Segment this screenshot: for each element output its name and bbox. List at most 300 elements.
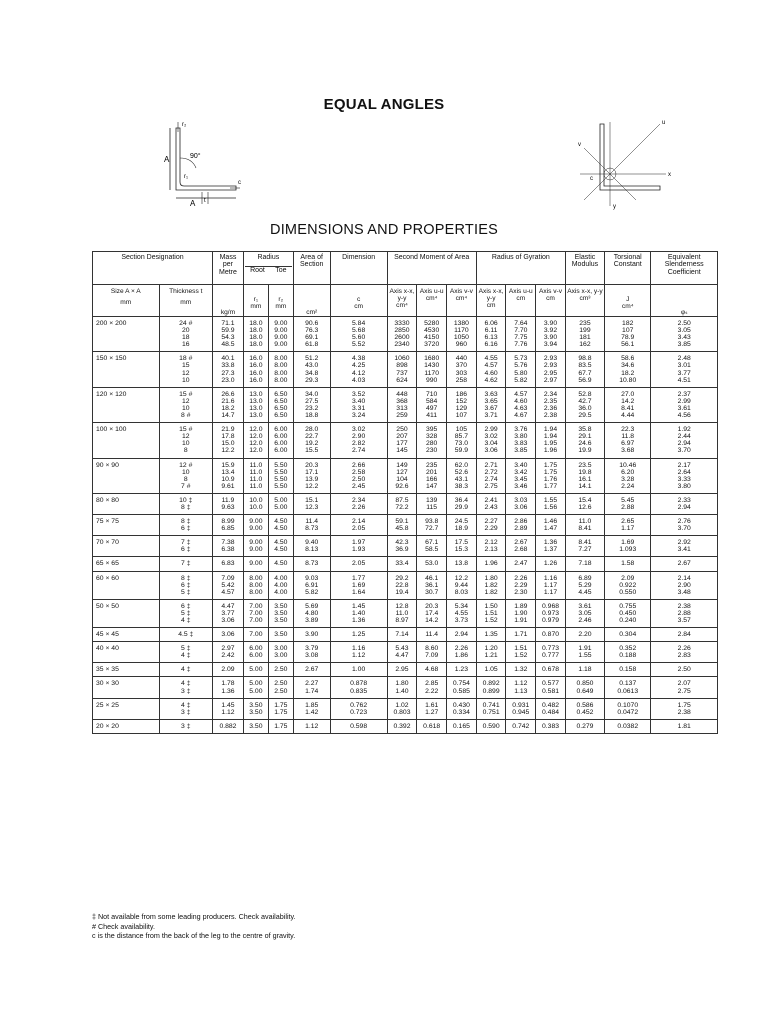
diagram-t-label: t <box>204 198 206 204</box>
table-cell: 73.0 <box>454 440 468 448</box>
cell-stack <box>387 698 417 719</box>
table-cell: 1170 <box>454 327 469 335</box>
table-cell: 7.27 <box>578 546 592 554</box>
table-cell: 10.9 <box>221 475 235 483</box>
table-cell: 15 # <box>179 426 193 434</box>
cell-stack <box>330 458 387 493</box>
table-cell: 9.03 <box>305 574 319 582</box>
table-cell: 2.33 <box>677 496 691 504</box>
table-cell: 15.4 <box>578 496 592 504</box>
table-cell: 90.6 <box>305 320 319 327</box>
cell-stack <box>159 536 212 557</box>
cell-stack <box>447 698 477 719</box>
table-cell: 5.82 <box>305 588 319 596</box>
cell-stack <box>243 642 268 663</box>
cell-stack <box>447 719 477 733</box>
table-cell: 4.50 <box>274 560 288 568</box>
diagram-y-label: r₂ <box>182 122 187 128</box>
table-cell: 6 ‡ <box>181 525 191 533</box>
cell-stack <box>506 515 536 536</box>
table-cell: 10.0 <box>249 496 263 504</box>
table-cell: 2.72 <box>484 468 498 476</box>
table-cell: 105 <box>455 426 468 434</box>
table-cell: 5 ‡ <box>181 609 191 617</box>
table-cell: 72.2 <box>395 503 409 511</box>
table-cell: 0.598 <box>350 722 368 730</box>
table-cell: 15 <box>181 362 190 370</box>
cell-stack <box>159 557 212 571</box>
table-cell: 59.1 <box>395 518 409 526</box>
table-cell: 1.36 <box>543 539 558 547</box>
table-cell: 6.20 <box>621 468 635 476</box>
cell-stack <box>536 698 566 719</box>
table-cell: 42.3 <box>395 539 409 547</box>
table-cell: 2.38 <box>677 602 691 610</box>
cell-stack <box>476 599 506 627</box>
cell-stack <box>293 698 330 719</box>
table-cell: 12.0 <box>249 433 263 441</box>
table-cell: 259 <box>396 412 408 420</box>
header-root: Root <box>250 267 265 275</box>
cell-size: 40 × 40 <box>93 642 160 663</box>
cell-stack <box>417 642 447 663</box>
table-cell: 43.1 <box>454 475 468 483</box>
cell-stack <box>605 642 651 663</box>
table-cell: 3.00 <box>274 645 288 653</box>
table-cell: 0.773 <box>542 645 560 653</box>
table-cell: 58.5 <box>425 546 439 554</box>
table-cell: 4530 <box>424 327 440 335</box>
table-cell: 2.38 <box>543 412 558 420</box>
cell-stack <box>243 423 268 458</box>
table-cell: 2.90 <box>677 581 691 589</box>
cell-stack <box>605 387 651 422</box>
cell-stack <box>506 352 536 387</box>
cell-stack <box>243 599 268 627</box>
table-cell: 139 <box>426 496 438 504</box>
table-cell: 56.1 <box>621 341 635 349</box>
table-cell: 0.334 <box>452 708 470 716</box>
cell-stack <box>476 536 506 557</box>
table-cell: 2.30 <box>514 588 528 596</box>
cell-stack <box>536 599 566 627</box>
cell-stack <box>447 423 477 458</box>
table-cell: 1.80 <box>484 574 498 582</box>
table-cell: 5 ‡ <box>181 645 191 653</box>
table-cell: 368 <box>396 397 408 405</box>
cell-stack <box>213 493 244 514</box>
table-cell: 5.82 <box>514 376 528 384</box>
header-thickness-unit: mm <box>180 299 192 306</box>
table-cell: 26.6 <box>221 390 235 398</box>
table-cell: 3.28 <box>621 475 635 483</box>
cell-stack <box>447 599 477 627</box>
table-cell: 3.61 <box>677 404 691 412</box>
cell-stack <box>268 719 293 733</box>
table-cell: 2.26 <box>454 645 468 653</box>
table-cell: 2.27 <box>305 680 319 688</box>
table-cell: 6.00 <box>274 433 288 441</box>
header-second-moment: Second Moment of Area <box>387 252 476 285</box>
table-cell: 8.41 <box>621 404 635 412</box>
table-cell: 20.3 <box>425 602 439 610</box>
table-cell: 4.57 <box>484 362 498 370</box>
table-cell: 2.68 <box>514 546 528 554</box>
cell-stack <box>476 317 506 352</box>
footnotes <box>92 912 712 941</box>
cell-stack <box>506 642 536 663</box>
header-torsional: Torsional Constant <box>605 252 651 285</box>
table-cell: 7.00 <box>249 631 263 639</box>
angle-axes-diagram <box>570 114 680 210</box>
table-cell: 8.13 <box>305 546 319 554</box>
table-cell: 18.0 <box>249 327 263 335</box>
table-cell: 6.91 <box>305 581 319 589</box>
table-cell: 72.7 <box>425 525 439 533</box>
table-cell: 4.60 <box>514 397 528 405</box>
table-cell: 3.85 <box>677 341 691 349</box>
cell-stack <box>330 352 387 387</box>
cell-stack <box>213 458 244 493</box>
table-cell: 8.73 <box>305 525 319 533</box>
angle-section-diagram <box>140 118 250 208</box>
table-cell: 1.50 <box>484 602 498 610</box>
table-cell: 6.00 <box>249 652 263 660</box>
table-cell: 13.0 <box>249 390 263 398</box>
header-r1 <box>243 285 268 317</box>
table-cell: 3.67 <box>484 404 498 412</box>
cell-stack <box>651 677 718 698</box>
table-cell: 6 ‡ <box>181 546 191 554</box>
table-cell: 1.02 <box>395 701 409 709</box>
table-cell: 10 <box>181 468 190 476</box>
cell-stack <box>387 536 417 557</box>
table-cell: 3.50 <box>274 609 288 617</box>
cell-stack <box>243 557 268 571</box>
table-cell: 4.47 <box>221 602 235 610</box>
table-cell: 18.0 <box>249 334 263 342</box>
cell-stack <box>243 515 268 536</box>
cell-stack <box>268 352 293 387</box>
cell-stack <box>268 536 293 557</box>
cell-stack <box>605 557 651 571</box>
diagram-c-label: c <box>238 180 241 186</box>
table-cell: 1380 <box>453 320 469 327</box>
table-cell: 6.00 <box>274 440 288 448</box>
header-gyr-vv-unit: cm <box>546 295 555 302</box>
header-mass: Mass per Metre <box>213 252 244 285</box>
cell-stack <box>651 628 718 642</box>
properties-table-body <box>93 317 718 734</box>
table-cell: 2.46 <box>578 617 592 624</box>
cell-stack <box>213 663 244 677</box>
cell-stack <box>243 317 268 352</box>
table-cell: 5.69 <box>305 602 319 610</box>
table-cell: 0.1070 <box>617 701 639 709</box>
cell-stack <box>651 642 718 663</box>
table-cell: 29.1 <box>578 433 592 441</box>
cell-stack <box>268 698 293 719</box>
table-cell: 1.51 <box>514 645 528 653</box>
cell-stack <box>268 571 293 599</box>
footnote-availability: ‡ Not available from some leading producers. Check availability. <box>92 912 296 921</box>
table-cell: 0.850 <box>576 680 594 688</box>
table-cell: 15.9 <box>221 461 235 469</box>
table-cell: 36.4 <box>454 496 468 504</box>
cell-stack <box>213 698 244 719</box>
table-cell: 11.0 <box>249 468 263 476</box>
table-cell: 3.31 <box>352 404 366 412</box>
cell-stack <box>476 642 506 663</box>
table-cell: 2.50 <box>677 666 691 674</box>
cell-stack <box>330 642 387 663</box>
table-row <box>93 515 718 536</box>
table-cell: 0.165 <box>452 722 470 730</box>
table-cell: 16.0 <box>249 369 263 377</box>
cell-stack <box>651 663 718 677</box>
table-cell: 5.00 <box>249 687 263 695</box>
table-cell: 2.75 <box>677 687 691 695</box>
table-cell: 1.37 <box>543 546 558 554</box>
cell-stack <box>387 557 417 571</box>
table-row <box>93 423 718 458</box>
table-cell: 7.70 <box>514 327 528 335</box>
table-cell: 129 <box>455 404 468 412</box>
table-cell: 7.00 <box>249 602 263 610</box>
table-cell: 27.3 <box>221 369 235 377</box>
table-cell: 1.81 <box>677 722 691 730</box>
table-cell: 17.4 <box>425 609 439 617</box>
diagram-a-label: A <box>164 155 170 164</box>
table-cell: 8.60 <box>425 645 439 653</box>
cell-stack <box>159 663 212 677</box>
cell-stack <box>417 571 447 599</box>
table-cell: 7.75 <box>514 334 528 342</box>
table-cell: 3.90 <box>305 631 319 639</box>
table-cell: 2.12 <box>484 539 498 547</box>
header-c-unit: cm <box>354 303 364 310</box>
cell-stack <box>651 571 718 599</box>
header-gyr-vv-label: Axis v-v <box>538 288 563 295</box>
table-row <box>93 719 718 733</box>
table-cell: 1.51 <box>484 609 498 617</box>
cell-stack <box>565 677 604 698</box>
table-cell: 3.48 <box>677 588 691 596</box>
cell-stack <box>447 677 477 698</box>
table-cell: 0.585 <box>452 687 470 695</box>
table-cell: 1.32 <box>514 666 528 674</box>
table-cell: 16.0 <box>249 362 263 370</box>
diagram-angle-label: 90° <box>190 153 201 160</box>
table-cell: 1.25 <box>352 631 366 639</box>
cell-stack <box>447 571 477 599</box>
table-cell: 10 <box>181 404 190 412</box>
table-cell: 1060 <box>394 355 410 363</box>
cell-stack <box>159 628 212 642</box>
cell-stack <box>565 628 604 642</box>
table-cell: 199 <box>579 327 591 335</box>
table-cell: 4.25 <box>352 362 366 370</box>
table-cell: 2.07 <box>677 680 691 688</box>
cell-stack <box>159 698 212 719</box>
table-cell: 14.1 <box>578 482 592 490</box>
cell-stack <box>536 317 566 352</box>
table-cell: 2.84 <box>677 631 691 639</box>
cell-stack <box>651 698 718 719</box>
cell-size: 20 × 20 <box>93 719 160 733</box>
header-elastic: Elastic Modulus <box>565 252 604 285</box>
table-cell: 5.80 <box>514 369 528 377</box>
cell-stack <box>506 571 536 599</box>
table-cell: 78.9 <box>621 334 635 342</box>
table-row <box>93 536 718 557</box>
cell-stack <box>447 352 477 387</box>
table-cell: 13.4 <box>221 468 235 476</box>
table-cell: 40.1 <box>221 355 235 363</box>
table-cell: 2.26 <box>352 503 366 511</box>
table-cell: 6.00 <box>249 645 263 653</box>
table-cell: 11.0 <box>578 518 592 526</box>
header-gyr-xx-unit: cm <box>486 302 496 309</box>
header-thickness-label: Thickness t <box>169 288 203 295</box>
table-cell: 0.968 <box>542 602 560 610</box>
table-cell: 1.85 <box>305 701 319 709</box>
header-r2-label: r₂ <box>278 296 284 303</box>
table-cell: 29.5 <box>578 412 592 420</box>
cell-stack <box>536 423 566 458</box>
table-cell: 3.70 <box>677 525 691 533</box>
table-cell: 5.50 <box>274 482 288 490</box>
table-cell: 1.74 <box>305 687 319 695</box>
cell-stack <box>387 515 417 536</box>
header-j-label: J <box>626 296 630 303</box>
table-cell: 69.1 <box>305 334 319 342</box>
header-gyr-uu <box>506 285 536 317</box>
header-c-label: c <box>356 296 361 303</box>
table-cell: 24.5 <box>454 518 468 526</box>
header-c <box>330 285 387 317</box>
header-r2-unit: mm <box>275 303 287 310</box>
table-cell: 2.67 <box>514 539 528 547</box>
table-cell: 4.55 <box>484 355 498 363</box>
cell-stack <box>447 536 477 557</box>
cell-stack <box>417 536 447 557</box>
table-cell: 2.05 <box>352 560 366 568</box>
diagram-a2-label: A <box>190 199 196 208</box>
cell-stack <box>243 719 268 733</box>
table-cell: 3.80 <box>677 482 691 490</box>
table-cell: 2.92 <box>677 539 691 547</box>
header-radius-label: Radius <box>257 254 280 261</box>
table-cell: 4.47 <box>395 652 409 660</box>
table-cell: 250 <box>396 426 408 434</box>
table-row <box>93 599 718 627</box>
table-cell: 23.5 <box>578 461 592 469</box>
table-row <box>93 557 718 571</box>
table-cell: 990 <box>426 376 438 384</box>
cell-stack <box>243 352 268 387</box>
cell-size: 60 × 60 <box>93 571 160 599</box>
table-cell: 104 <box>396 475 408 483</box>
table-cell: 7.00 <box>249 617 263 624</box>
table-cell: 4.45 <box>578 588 592 596</box>
table-cell: 2.38 <box>677 708 691 716</box>
table-cell: 1.21 <box>484 652 498 660</box>
cell-stack <box>387 493 417 514</box>
cell-stack <box>417 352 447 387</box>
table-cell: 38.3 <box>454 482 468 490</box>
cell-stack <box>213 352 244 387</box>
table-cell: 6.13 <box>484 334 498 342</box>
table-cell: 2.27 <box>484 518 498 526</box>
cell-stack <box>330 698 387 719</box>
table-cell: 18.9 <box>454 525 468 533</box>
table-cell: 59.9 <box>221 327 235 335</box>
table-cell: 36.1 <box>425 581 439 589</box>
table-cell: 1.69 <box>352 581 366 589</box>
table-cell: 3.68 <box>621 447 635 455</box>
table-cell: 6.50 <box>274 404 288 412</box>
table-cell: 1170 <box>424 369 439 377</box>
cell-stack <box>159 599 212 627</box>
table-cell: 3330 <box>394 320 410 327</box>
table-cell: 8 ‡ <box>181 518 191 526</box>
table-cell: 3.06 <box>484 447 498 455</box>
table-cell: 2.65 <box>621 518 635 526</box>
table-cell: 1.093 <box>619 546 637 554</box>
table-cell: 181 <box>579 334 591 342</box>
table-cell: 11.9 <box>221 496 235 504</box>
table-cell: 27.0 <box>621 390 635 398</box>
table-cell: 1.75 <box>543 461 558 469</box>
table-cell: 3.57 <box>677 617 691 624</box>
cell-stack <box>536 515 566 536</box>
table-cell: 1.92 <box>677 426 691 434</box>
table-cell: 16.0 <box>249 376 263 384</box>
cell-stack <box>330 387 387 422</box>
table-cell: 3.45 <box>514 475 528 483</box>
cell-stack <box>447 663 477 677</box>
table-cell: 14.7 <box>221 412 235 420</box>
table-cell: 2.67 <box>677 560 691 568</box>
axis-u-label: u <box>662 120 666 126</box>
table-cell: 3.24 <box>352 412 366 420</box>
cell-stack <box>476 571 506 599</box>
cell-stack <box>417 663 447 677</box>
header-r1-label: r₁ <box>253 296 259 303</box>
table-cell: 5.50 <box>274 468 288 476</box>
table-cell: 107 <box>622 327 634 335</box>
table-cell: 9.00 <box>249 546 263 554</box>
table-cell: 8.41 <box>578 525 592 533</box>
table-cell: 0.882 <box>219 722 237 730</box>
table-cell: 328 <box>426 433 438 441</box>
table-cell: 11.0 <box>249 475 263 483</box>
table-cell: 1.12 <box>221 708 235 716</box>
table-cell: 0.754 <box>452 680 470 688</box>
header-moment-vv-label: Axis v-v <box>449 288 473 295</box>
table-cell: 3 ‡ <box>181 687 191 695</box>
table-cell: 4.56 <box>677 412 691 420</box>
cell-stack <box>213 677 244 698</box>
table-cell: 11.0 <box>395 609 409 617</box>
cell-stack <box>476 423 506 458</box>
table-cell: 1.18 <box>578 666 592 674</box>
table-cell: 1.94 <box>543 433 558 441</box>
cell-stack <box>506 677 536 698</box>
table-cell: 162 <box>579 341 591 349</box>
header-r2 <box>268 285 293 317</box>
